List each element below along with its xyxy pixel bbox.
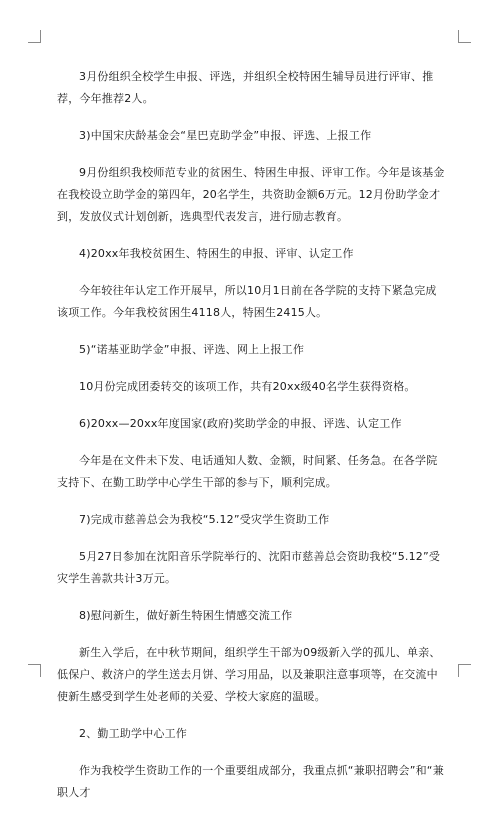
section-heading: 5)“诺基亚助学金”申报、评选、网上上报工作 [79, 343, 305, 356]
paragraph: 9月份组织我校师范专业的贫困生、特困生申报、评审工作。今年是该基金在我校设立助学金的第四年，20名学生，共资助金额6万元。12月份助学金才到，发放仪式计划创新，选典型代表发言，进行励志教育。 [57, 166, 445, 223]
section-heading: 6)20xx—20xx年度国家(政府)奖助学金的申报、评选、认定工作 [79, 417, 402, 430]
section-heading: 2、勤工助学中心工作 [79, 727, 187, 740]
document-body [57, 66, 447, 819]
section-heading: 8)慰问新生，做好新生特困生情感交流工作 [79, 609, 293, 622]
paragraph: 10月份完成团委转交的该项工作，共有20xx级40名学生获得资格。 [79, 380, 416, 393]
paragraph: 新生入学后，在中秋节期间，组织学生干部为09级新入学的孤儿、单亲、低保户、救济户的学生送去月饼、学习用品，以及兼职注意事项等，在交流中使新生感受到学生处老师的关爱、学校大家庭的温暖。 [57, 646, 441, 703]
corner-mark-top-right [458, 30, 471, 43]
corner-mark-bottom-left [28, 664, 41, 677]
section-heading: 3)中国宋庆龄基金会“星巴克助学金”申报、评选、上报工作 [79, 129, 372, 142]
corner-mark-bottom-right [458, 664, 471, 677]
paragraph: 今年是在文件未下发、电话通知人数、金额，时间紧、任务急。在各学院支持下、在勤工助学中心学生干部的参与下，顺利完成。 [57, 454, 438, 489]
section-heading: 4)20xx年我校贫困生、特困生的申报、评审、认定工作 [79, 247, 354, 260]
paragraph: 3月份组织全校学生申报、评选，并组织全校特困生辅导员进行评审、推荐，今年推荐2人。 [57, 70, 434, 105]
paragraph: 作为我校学生资助工作的一个重要组成部分，我重点抓“兼职招聘会”和“兼职人才 [57, 764, 444, 799]
paragraph: 5月27日参加在沈阳音乐学院举行的、沈阳市慈善总会资助我校“5.12”受灾学生善款共计3万元。 [57, 550, 441, 585]
section-heading: 7)完成市慈善总会为我校“5.12”受灾学生资助工作 [79, 513, 330, 526]
corner-mark-top-left [28, 30, 41, 43]
paragraph: 今年较往年认定工作开展早，所以10月1日前在各学院的支持下紧急完成该项工作。今年我校贫困生4118人，特困生2415人。 [57, 284, 437, 319]
